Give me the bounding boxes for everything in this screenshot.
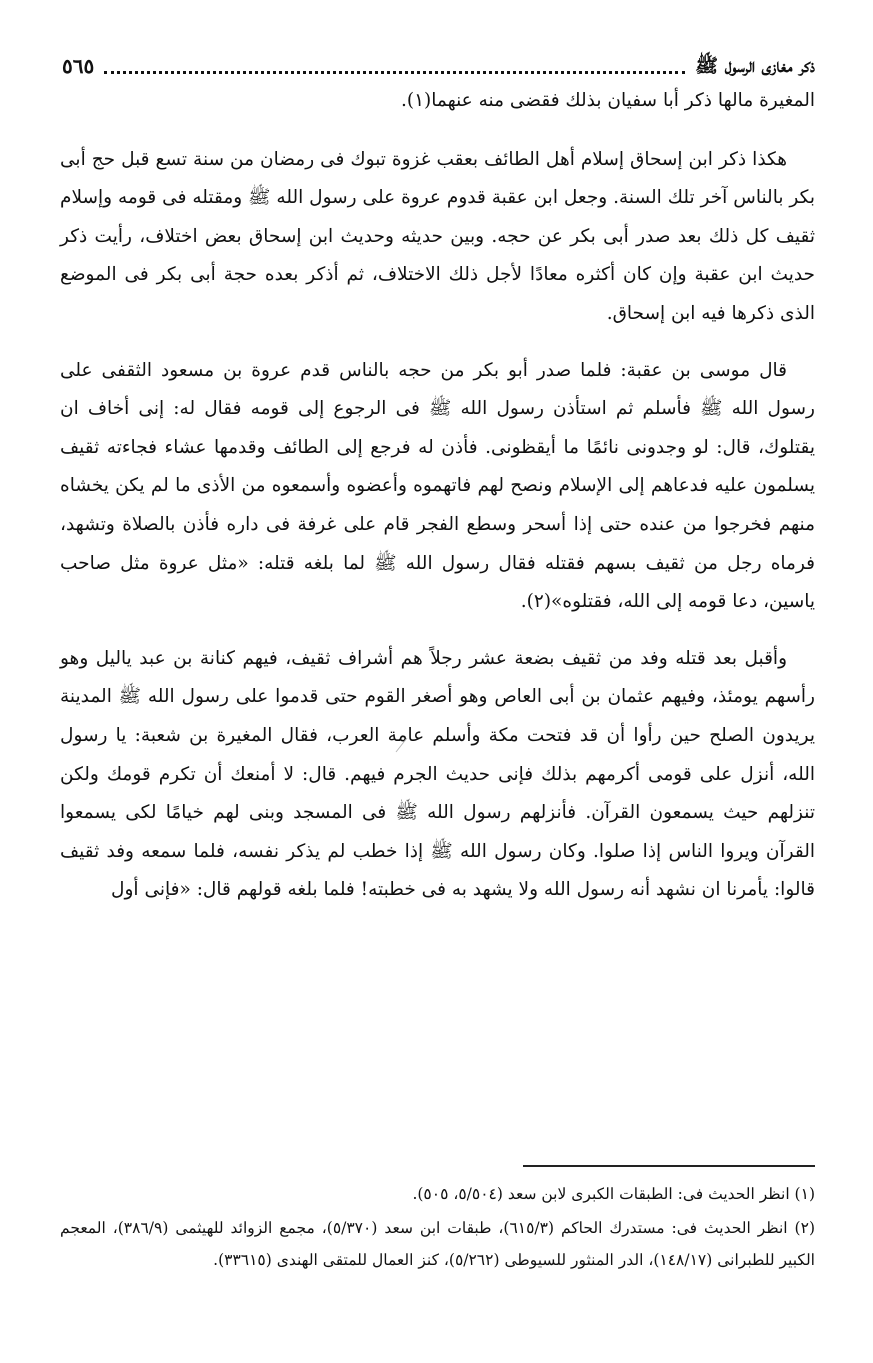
footnotes <box>60 1178 815 1276</box>
paragraph: وأقبل بعد قتله وفد من ثقيف بضعة عشر رجلاً هم أشراف ثقيف، فيهم كنانة بن عبد ياليل وهو رأسهم يومئذ، وفيهم عثمان بن أبى العاص وهو أصغر القوم حتى قدموا على رسول الله ﷺ المدينة يريدون الصلح حين رأوا أن قد فتحت مكة وأسلم عامة العرب، فقال المغيرة بن شعبة: يا رسول الله، أنزل على قومى أكرمهم بذلك فإنى حديث الجرم فيهم. قال: لا أمنعك أن تكرم قومك ولكن تنزلهم حيث يسمعون القرآن. فأنزلهم رسول الله ﷺ فى المسجد وبنى لهم خيامًا لكى يسمعوا القرآن ويروا الناس إذا صلوا. وكان رسول الله ﷺ إذا خطب لم يذكر نفسه، فلما سمعه وفد ثقيف قالوا: يأمرنا ان نشهد أنه رسول الله ولا يشهد به فى خطبته! فلما بلغه قولهم قال: «فإنى أول <box>60 647 815 901</box>
stray-pencil-mark <box>393 737 409 753</box>
running-header <box>62 46 815 86</box>
paragraph: قال موسى بن عقبة: فلما صدر أبو بكر من حجه بالناس قدم عروة بن مسعود الثقفى على رسول الله ﷺ فأسلم ثم استأذن رسول الله ﷺ فى الرجوع إلى قومه فقال له: إنى أخاف ان يقتلوك، قال: لو وجدونى نائمًا ما أيقظونى. فأذن له فرجع إلى الطائف وقدمها عشاء فجاءته ثقيف يسلمون عليه فدعاهم إلى الإسلام ونصح لهم فاتهموه وأعضوه وأسمعوه من الأذى ما لم يكن يخشاه منهم فخرجوا من عنده حتى إذا أسحر وسطع الفجر قام على غرفة فى داره فأذن بالصلاة وتشهد، فرماه رجل من ثقيف بسهم فقتله فقال رسول الله ﷺ لما بلغه قتله: «مثل عروة مثل صاحب ياسين، دعا قومه إلى الله، فقتلوه»(٢). <box>60 359 815 613</box>
footnote-2: (٢) انظر الحديث فى: مستدرك الحاكم (٦١٥/٣)، طبقات ابن سعد (٥/٣٧٠)، مجمع الزوائد للهيثمى (٣٨٦/٩)، المعجم الكبير للطبرانى (١٤٨/١٧)، الدر المنثور للسيوطى (٥/٢٦٢)، كنز العمال للمتقى الهندى (٣٣٦١٥). <box>60 1219 815 1269</box>
main-text <box>60 82 815 910</box>
header-title: ذكر مغازى الرسول ﷺ <box>695 55 815 77</box>
footnote-separator <box>523 1165 815 1167</box>
footnote-1: (١) انظر الحديث فى: الطبقات الكبرى لابن سعد (٥/٥٠٤، ٥٠٥). <box>412 1185 815 1203</box>
header-dot-leader <box>104 71 685 74</box>
paragraph-continuation: المغيرة مالها ذكر أبا سفيان بذلك فقضى منه عنهما(١). <box>400 90 815 111</box>
page-number: ٥٦٥ <box>62 54 95 78</box>
paragraph: هكذا ذكر ابن إسحاق إسلام أهل الطائف بعقب غزوة تبوك فى رمضان من سنة تسع قبل حج أبى بكر بالناس آخر تلك السنة. وجعل ابن عقبة قدوم عروة على رسول الله ﷺ ومقتله فى قومه وإسلام ثقيف كل ذلك بعد صدر أبى بكر عن حجه. وبين حديثه وحديث ابن إسحاق بعض اختلاف، رأيت ذكر حديث ابن عقبة وإن كان أكثره معادًا لأجل ذلك الاختلاف، ثم أذكر بعده حجة أبى بكر فى الموضع الذى ذكرها فيه ابن إسحاق. <box>60 148 815 324</box>
